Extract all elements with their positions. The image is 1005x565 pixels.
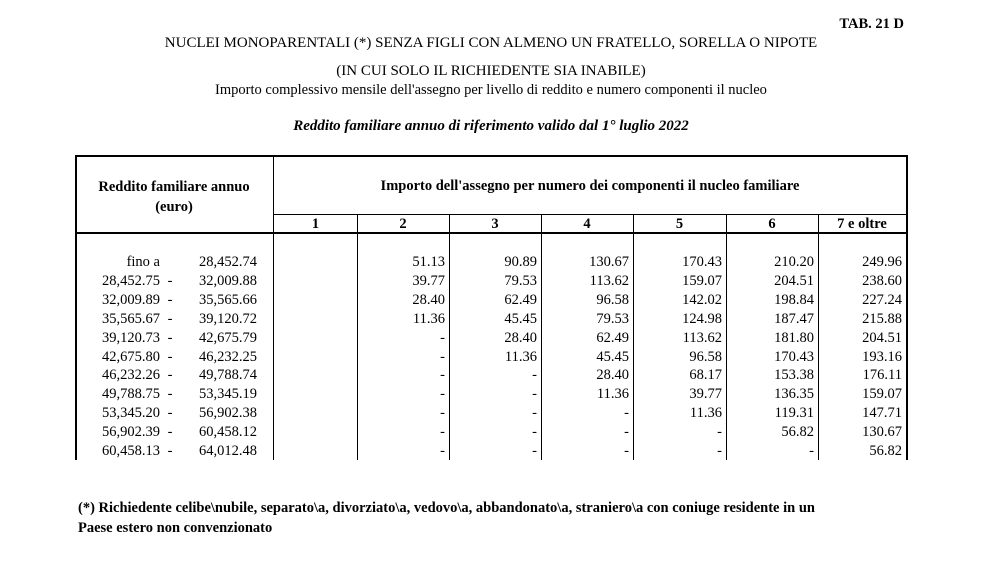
- column-header: 6: [768, 216, 776, 232]
- amount-cell: 28.40: [596, 367, 629, 384]
- amount-cell: -: [440, 424, 445, 441]
- amount-cell: 11.36: [504, 348, 537, 365]
- column-header: 1: [311, 216, 320, 232]
- amount-cell: 79.53: [504, 272, 537, 289]
- column-header: 7 e oltre: [837, 216, 887, 232]
- reference-note: Reddito familiare annuo di riferimento valido dal 1° luglio 2022: [293, 118, 689, 134]
- amount-cell: 187.47: [774, 310, 814, 327]
- income-separator: -: [167, 272, 173, 289]
- income-to: 35,565.66: [199, 291, 257, 308]
- amount-cell: 210.20: [774, 254, 814, 270]
- amount-cell: 11.36: [412, 310, 445, 327]
- income-to: 32,009.88: [199, 272, 257, 289]
- amount-cell: 39.77: [412, 272, 445, 289]
- amount-cell: 113.62: [589, 272, 629, 289]
- column-header: 2: [399, 216, 407, 232]
- income-from: fino a: [126, 254, 160, 270]
- amount-cell: 62.49: [504, 291, 537, 308]
- income-from: 60,458.13: [102, 443, 160, 459]
- amount-cell: -: [532, 443, 537, 459]
- page-subtitle: Importo complessivo mensile dell'assegno per livello di reddito e numero componenti il nucleo: [215, 82, 767, 98]
- amount-cell: -: [440, 348, 445, 365]
- amount-cell: -: [440, 386, 445, 403]
- amount-cell: 124.98: [682, 310, 722, 327]
- income-separator: -: [167, 348, 173, 365]
- amount-cell: 113.62: [682, 329, 722, 346]
- amount-cell: 170.43: [774, 348, 814, 365]
- amount-cell: 147.71: [862, 405, 902, 422]
- amount-cell: 130.67: [589, 254, 629, 270]
- amount-cell: 51.13: [412, 254, 445, 270]
- amount-cell: 181.80: [774, 329, 814, 346]
- income-from: 46,232.26: [102, 367, 160, 384]
- amount-cell: -: [532, 405, 537, 422]
- amount-cell: -: [440, 329, 445, 346]
- amount-cell: 238.60: [862, 272, 902, 289]
- income-separator: -: [167, 405, 173, 422]
- income-to: 56,902.38: [199, 405, 257, 422]
- income-header-unit: (euro): [155, 199, 193, 215]
- income-from: 42,675.80: [102, 348, 160, 365]
- amount-cell: 136.35: [774, 386, 814, 403]
- amount-cell: 153.38: [774, 367, 814, 384]
- amount-cell: 215.88: [862, 310, 902, 327]
- amount-cell: 170.43: [682, 254, 722, 270]
- amount-cell: 62.49: [596, 329, 629, 346]
- amount-cell: 119.31: [774, 405, 814, 422]
- income-to: 53,345.19: [199, 386, 257, 403]
- header-divider: [273, 214, 908, 215]
- income-to: 28,452.74: [199, 254, 257, 270]
- amount-cell: 96.58: [689, 348, 722, 365]
- table-border-right: [906, 155, 908, 460]
- amount-cell: 11.36: [596, 386, 629, 403]
- income-to: 64,012.48: [199, 443, 257, 459]
- amount-cell: 56.82: [869, 443, 902, 459]
- amount-cell: 39.77: [689, 386, 722, 403]
- amount-cell: 193.16: [862, 348, 902, 365]
- amount-cell: 176.11: [862, 367, 902, 384]
- amount-cell: 249.96: [862, 254, 902, 270]
- income-to: 46,232.25: [199, 348, 257, 365]
- amount-cell: 159.07: [862, 386, 902, 403]
- amount-header: Importo dell'assegno per numero dei componenti il nucleo familiare: [380, 178, 800, 194]
- amount-cell: 28.40: [504, 329, 537, 346]
- amount-cell: 159.07: [682, 272, 722, 289]
- amount-cell: 79.53: [596, 310, 629, 327]
- amount-cell: 130.67: [862, 424, 902, 441]
- income-to: 60,458.12: [199, 424, 257, 441]
- column-header: 4: [583, 216, 591, 232]
- amount-cell: -: [717, 443, 722, 459]
- page-title: NUCLEI MONOPARENTALI (*) SENZA FIGLI CON ALMENO UN FRATELLO, SORELLA O NIPOTE: [164, 35, 818, 51]
- income-to: 42,675.79: [199, 329, 257, 346]
- amount-cell: 204.51: [862, 329, 902, 346]
- amount-cell: 198.84: [774, 291, 814, 308]
- amount-cell: -: [440, 443, 445, 459]
- amount-cell: -: [809, 443, 814, 459]
- income-from: 56,902.39: [102, 424, 160, 441]
- amount-cell: -: [624, 424, 629, 441]
- income-from: 28,452.75: [102, 272, 160, 289]
- amount-cell: 68.17: [689, 367, 722, 384]
- amount-cell: 11.36: [689, 405, 722, 422]
- income-from: 35,565.67: [102, 310, 160, 327]
- amount-cell: 227.24: [862, 291, 902, 308]
- income-separator: -: [167, 424, 173, 441]
- income-to: 49,788.74: [199, 367, 257, 384]
- amount-cell: -: [440, 367, 445, 384]
- amount-cell: 56.82: [781, 424, 814, 441]
- amount-cell: -: [717, 424, 722, 441]
- income-separator: -: [167, 367, 173, 384]
- column-header: 3: [491, 216, 499, 232]
- income-column-divider: [273, 155, 274, 460]
- amount-cell: 90.89: [504, 254, 537, 270]
- income-from: 32,009.89: [102, 291, 160, 308]
- income-separator: -: [167, 310, 173, 327]
- income-separator: -: [167, 329, 173, 346]
- column-header: 5: [675, 216, 684, 232]
- income-from: 49,788.75: [102, 386, 160, 403]
- income-header: Reddito familiare annuo: [98, 179, 250, 195]
- amount-cell: -: [624, 405, 629, 422]
- page-title-line2: (IN CUI SOLO IL RICHIEDENTE SIA INABILE): [336, 63, 646, 79]
- amount-cell: 45.45: [596, 348, 629, 365]
- table-number: TAB. 21 D: [839, 16, 904, 32]
- amount-cell: -: [532, 424, 537, 441]
- income-separator: -: [167, 386, 173, 403]
- income-to: 39,120.72: [199, 310, 257, 327]
- amount-cell: -: [532, 367, 537, 384]
- amount-cell: 142.02: [682, 291, 722, 308]
- table-border-top: [75, 155, 908, 157]
- allowance-table: [75, 155, 908, 460]
- income-separator: -: [167, 443, 173, 459]
- income-from: 53,345.20: [102, 405, 160, 422]
- income-from: 39,120.73: [102, 329, 160, 346]
- income-separator: -: [167, 291, 173, 308]
- amount-cell: 204.51: [774, 272, 814, 289]
- amount-cell: 96.58: [596, 291, 629, 308]
- amount-cell: -: [624, 443, 629, 459]
- footnote: (*) Richiedente celibe\nubile, separato\a, divorziato\a, vedovo\a, abbandonato\a, straniero\a con coniuge residente in un Paese estero non convenzionato: [78, 500, 815, 536]
- amount-cell: 28.40: [412, 291, 445, 308]
- amount-cell: -: [532, 386, 537, 403]
- amount-cell: -: [440, 405, 445, 422]
- amount-cell: 45.45: [504, 310, 537, 327]
